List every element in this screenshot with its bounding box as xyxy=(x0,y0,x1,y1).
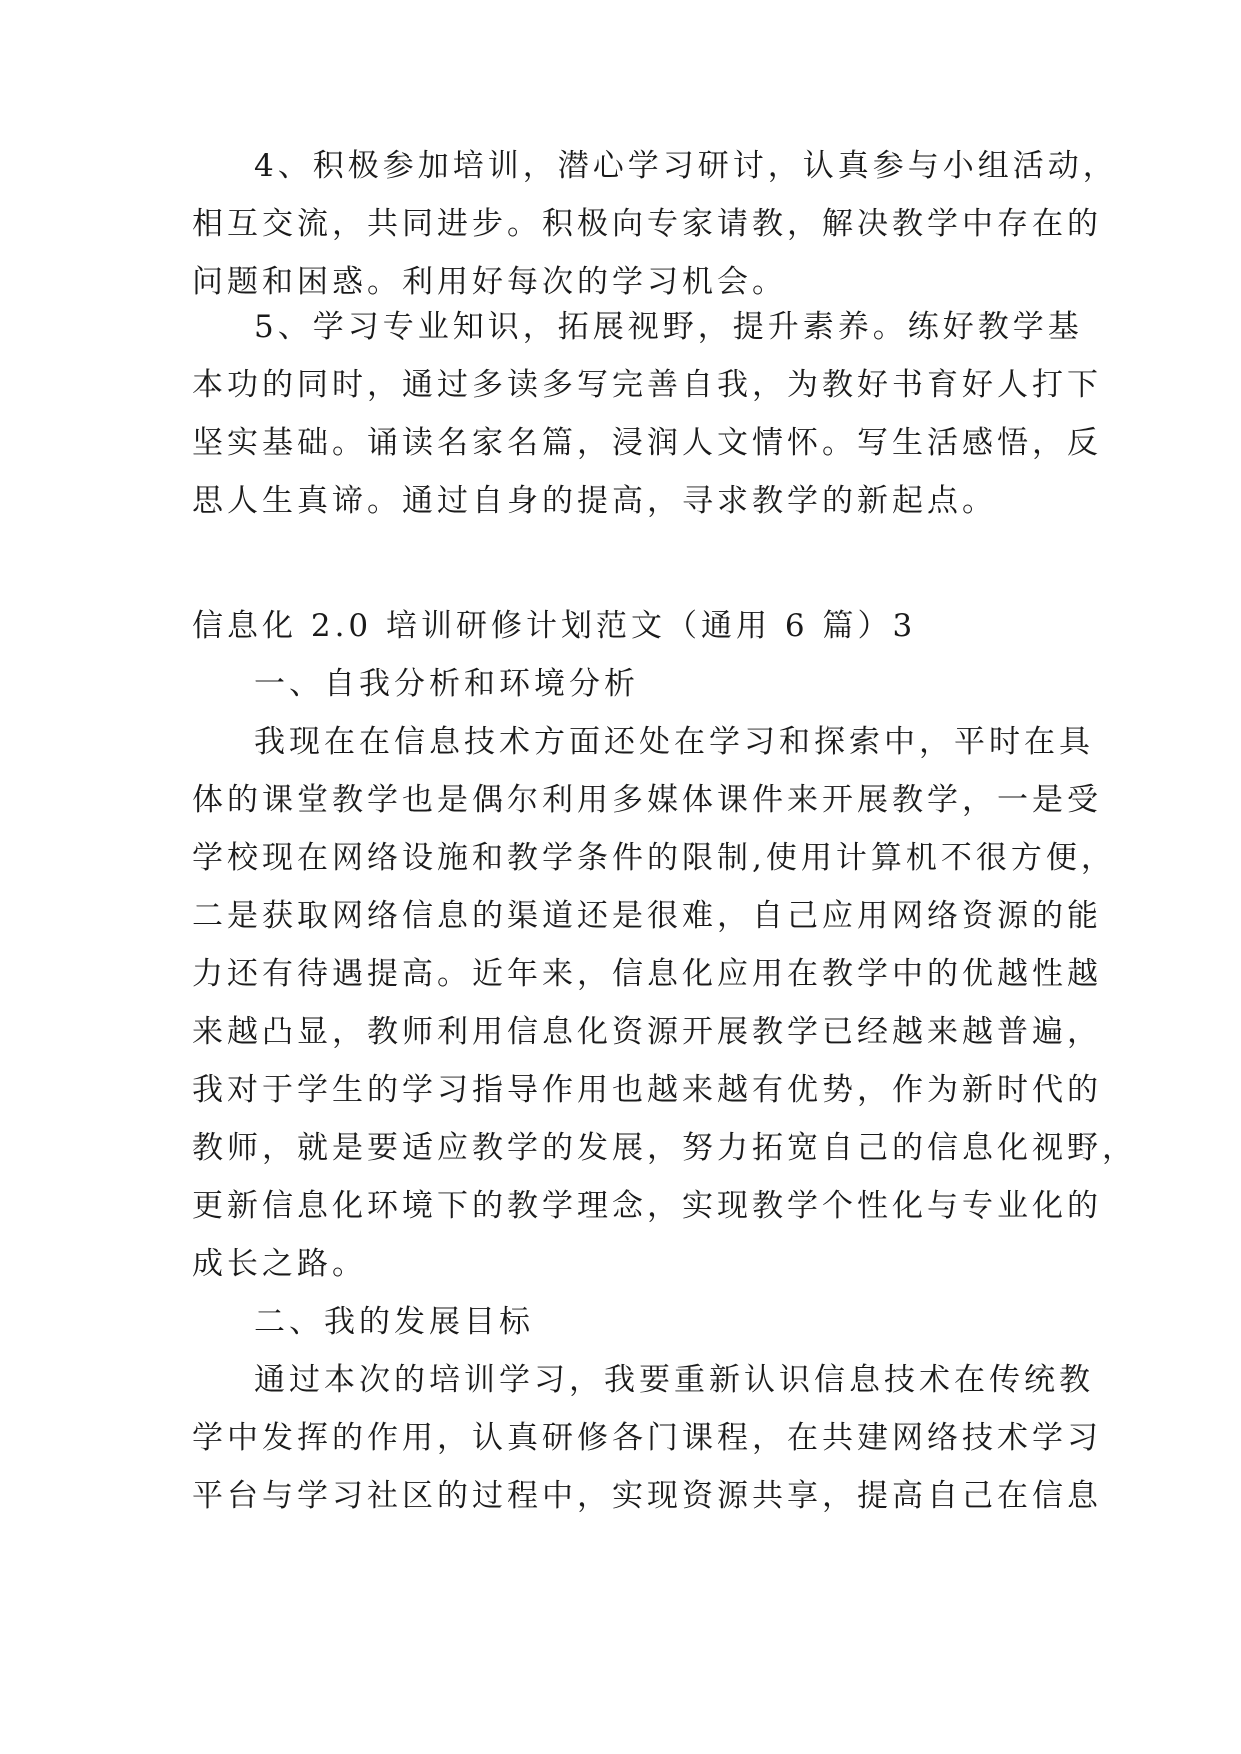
paragraph-line: 来越凸显，教师利用信息化资源开展教学已经越来越普遍， xyxy=(192,1014,1102,1050)
paragraph-line: 平台与学习社区的过程中，实现资源共享，提高自己在信息 xyxy=(192,1478,1102,1514)
paragraph-line: 成长之路。 xyxy=(192,1246,367,1282)
paragraph-5 xyxy=(192,298,1102,530)
paragraph-line: 相互交流，共同进步。积极向专家请教，解决教学中存在的 xyxy=(192,206,1102,242)
paragraph-line: 5、学习专业知识，拓展视野，提升素养。练好教学基 xyxy=(254,309,1083,345)
paragraph-line: 学校现在网络设施和教学条件的限制,使用计算机不很方便， xyxy=(192,840,1116,876)
paragraph-line: 本功的同时，通过多读多写完善自我，为教好书育好人打下 xyxy=(192,367,1102,403)
heading-self-analysis: 一、自我分析和环境分析 xyxy=(254,666,639,702)
paragraph-line: 二是获取网络信息的渠道还是很难，自己应用网络资源的能 xyxy=(192,898,1102,934)
paragraph-line: 体的课堂教学也是偶尔利用多媒体课件来开展教学，一是受 xyxy=(192,782,1102,818)
paragraph-line: 学中发挥的作用，认真研修各门课程，在共建网络技术学习 xyxy=(192,1420,1102,1456)
paragraph-line: 问题和困惑。利用好每次的学习机会。 xyxy=(192,264,787,300)
paragraph-line: 4、积极参加培训，潜心学习研讨，认真参与小组活动， xyxy=(254,148,1118,184)
paragraph-line: 教师，就是要适应教学的发展，努力拓宽自己的信息化视野， xyxy=(192,1130,1137,1166)
heading-development-goal: 二、我的发展目标 xyxy=(254,1304,534,1340)
paragraph-self-analysis xyxy=(192,713,1137,1293)
paragraph-line: 我现在在信息技术方面还处在学习和探索中，平时在具 xyxy=(254,724,1094,760)
paragraph-line: 思人生真谛。通过自身的提高，寻求教学的新起点。 xyxy=(192,483,997,519)
paragraph-line: 力还有待遇提高。近年来，信息化应用在教学中的优越性越 xyxy=(192,956,1102,992)
paragraph-line: 通过本次的培训学习，我要重新认识信息技术在传统教 xyxy=(254,1362,1094,1398)
paragraph-goal xyxy=(192,1351,1102,1525)
paragraph-line: 坚实基础。诵读名家名篇，浸润人文情怀。写生活感悟，反 xyxy=(192,425,1102,461)
section-title: 信息化 2.0 培训研修计划范文（通用 6 篇）3 xyxy=(192,608,917,644)
paragraph-4 xyxy=(192,137,1118,311)
paragraph-line: 我对于学生的学习指导作用也越来越有优势，作为新时代的 xyxy=(192,1072,1102,1108)
paragraph-line: 更新信息化环境下的教学理念，实现教学个性化与专业化的 xyxy=(192,1188,1102,1224)
